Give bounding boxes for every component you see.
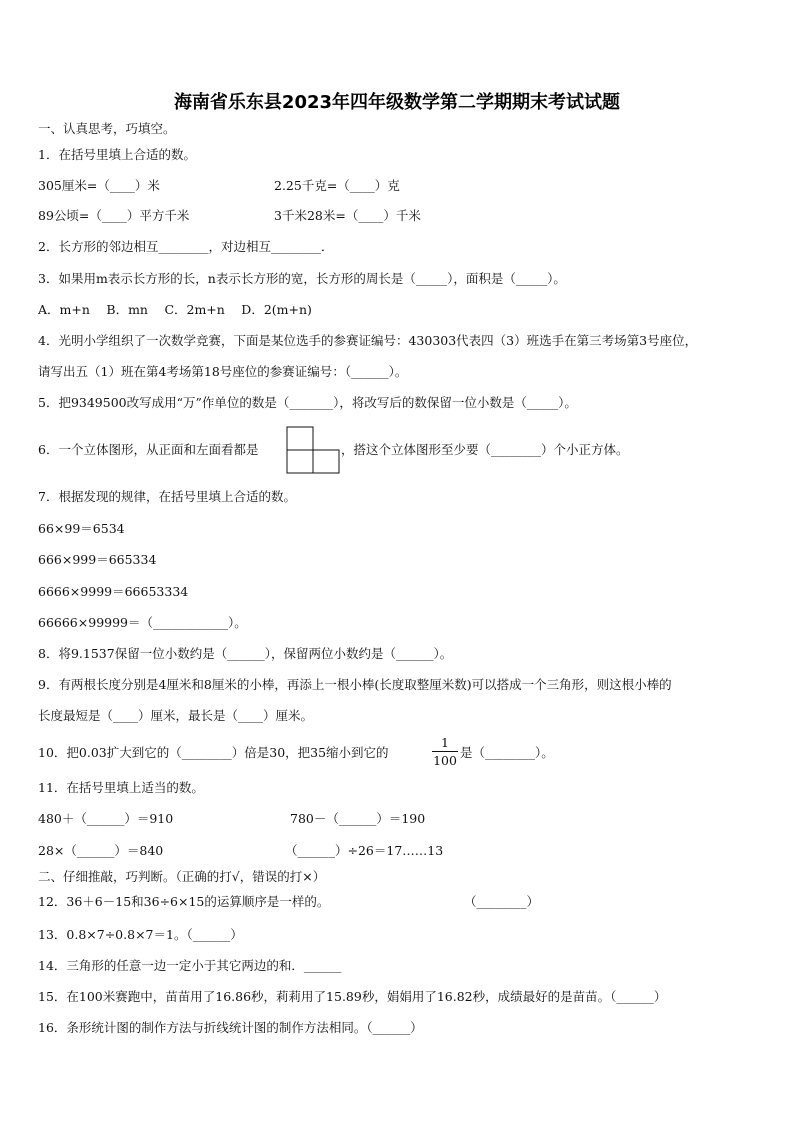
question-9-line1: 9．有两根长度分别是4厘米和8厘米的小棒，再添上一根小棒(长度取整厘米数)可以搭成一个三角形，则这根小棒的 [38,677,672,692]
question-1c: 89公顷=（____）平方千米 [38,208,190,223]
question-6-after: ，搭这个立体图形至少要（________）个小正方体。 [341,442,629,457]
question-9-line2: 长度最短是（____）厘米，最长是（____）厘米。 [38,708,314,723]
bottom-left-square [287,450,313,473]
question-7-line1: 66×99＝6534 [38,521,125,536]
page-title: 海南省乐东县2023年四年级数学第二学期期末考试试题 [173,92,621,113]
fraction-denominator: 100 [433,753,457,768]
question-11c: 28×（______）＝840 [38,843,164,858]
top-square [287,427,313,450]
bottom-right-square [313,450,339,473]
question-11a: 480＋（______）＝910 [38,811,174,826]
question-7-line4: 66666×99999＝（____________）。 [38,615,247,630]
question-16: 16．条形统计图的制作方法与折线统计图的制作方法相同。（______） [38,1020,423,1035]
question-8: 8．将9.1537保留一位小数约是（______），保留两位小数约是（______）。 [38,646,453,661]
fraction-bar [432,751,458,752]
question-7-stem: 7．根据发现的规律，在括号里填上合适的数。 [38,489,296,504]
question-5: 5．把9349500改写成用“万”作单位的数是（_______），将改写后的数保留一位小数是（_____）。 [38,395,577,410]
question-10-before: 10．把0.03扩大到它的（________）倍是30，把35缩小到它的 [38,745,389,760]
fraction-numerator: 1 [441,735,449,750]
question-11-stem: 11．在括号里填上适当的数。 [38,780,204,795]
question-12-blank: （________） [464,894,540,909]
question-11b: 780－（______）＝190 [290,811,426,826]
question-7-line3: 6666×9999＝66653334 [38,584,189,599]
section-1-heading: 一、认真思考，巧填空。 [38,121,176,136]
question-7-line2: 666×999＝665334 [38,552,157,567]
section-2-heading: 二、仔细推敲，巧判断。（正确的打√，错误的打×） [38,869,326,884]
question-3-stem: 3．如果用m表示长方形的长，n表示长方形的宽，长方形的周长是（_____），面积是（_____）。 [38,271,566,286]
question-13: 13．0.8×7÷0.8×7＝1。（______） [38,927,243,942]
question-4-line2: 请写出五（1）班在第4考场第18号座位的参赛证编号：（______）。 [38,364,408,379]
question-1-stem: 1．在括号里填上合适的数。 [38,147,196,162]
question-14: 14．三角形的任意一边一定小于其它两边的和．______ [38,958,342,973]
cube-view-figure [286,426,340,474]
question-15: 15．在100米赛跑中，苗苗用了16.86秒，莉莉用了15.89秒，娟娟用了16.82秒，成绩最好的是苗苗。（______） [38,989,667,1004]
question-4-line1: 4．光明小学组织了一次数学竞赛，下面是某位选手的参赛证编号：430303代表四（3）班选手在第三考场第3号座位， [38,333,698,348]
question-1b: 2.25千克=（____）克 [274,178,400,193]
question-3-options: A．m+n B．mn C．2m+n D．2(m+n) [38,302,312,317]
fraction-one-hundredth [432,735,458,768]
question-1d: 3千米28米=（____）千米 [274,208,421,223]
question-1a: 305厘米=（____）米 [38,178,160,193]
question-11d: （______）÷26＝17……13 [285,843,444,858]
question-2: 2．长方形的邻边相互________，对边相互________． [38,239,334,254]
question-10-after: 是（________）。 [460,745,554,760]
question-12: 12．36＋6－15和36÷6×15的运算顺序是一样的。 [38,894,330,909]
question-6-before: 6．一个立体图形，从正面和左面看都是 [38,442,259,457]
